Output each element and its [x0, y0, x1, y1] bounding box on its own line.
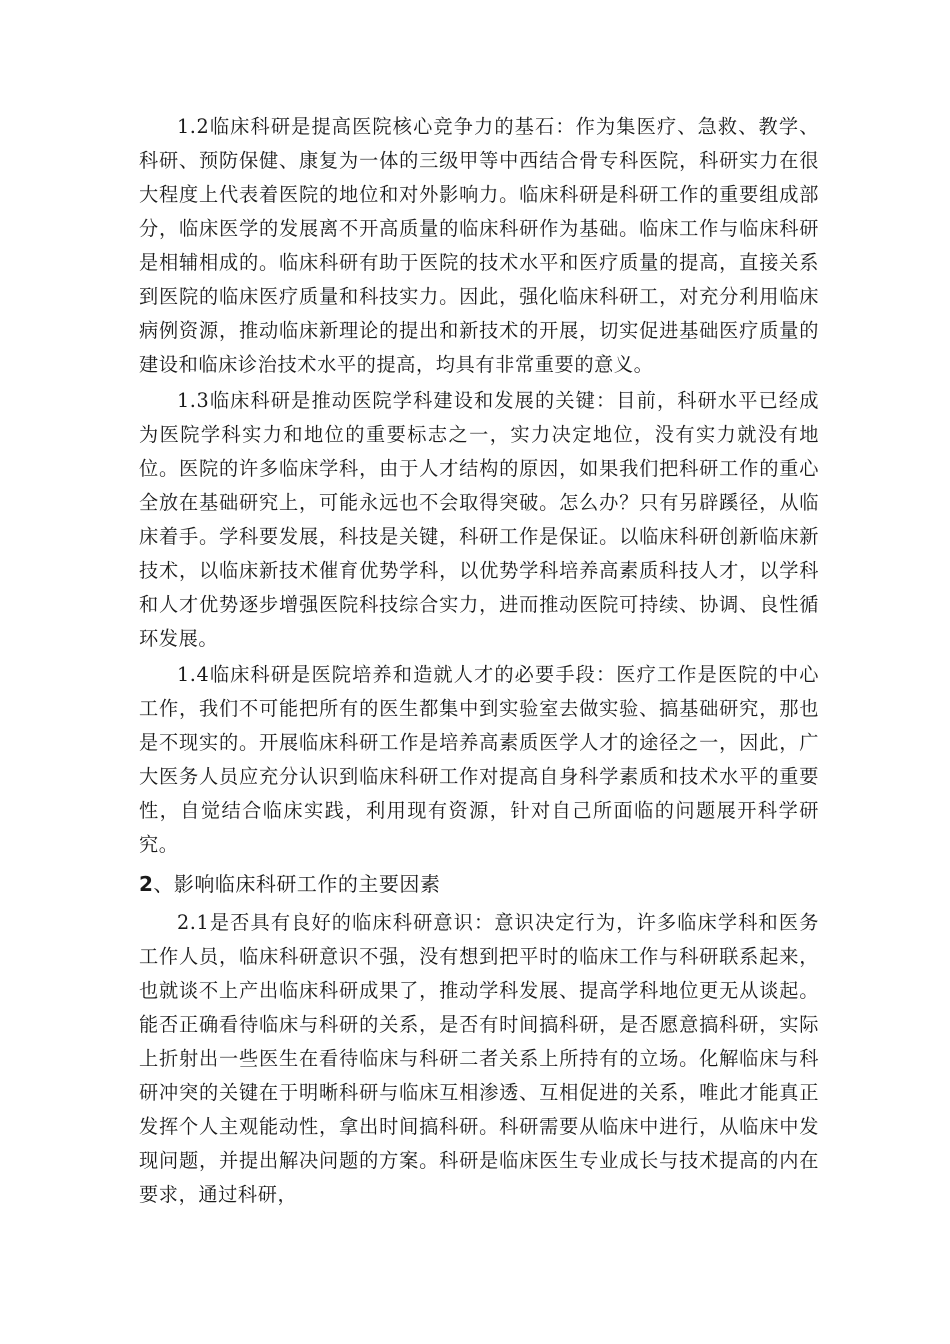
paragraph-1-2: 1.2临床科研是提高医院核心竞争力的基石：作为集医疗、急救、教学、科研、预防保健、康复为一体的三级甲等中西结合骨专科医院，科研实力在很大程度上代表着医院的地位和对外影响力。临床科研是科研工作的重要组成部分，临床医学的发展离不开高质量的临床科研作为基础。临床工作与临床科研是相辅相成的。临床科研有助于医院的技术水平和医疗质量的提高，直接关系到医院的临床医疗质量和科技实力。因此，强化临床科研工，对充分利用临床病例资源，推动临床新理论的提出和新技术的开展，切实促进基础医疗质量的建设和临床诊治技术水平的提高，均具有非常重要的意义。 [139, 115, 819, 376]
paragraph-1-4: 1.4临床科研是医院培养和造就人才的必要手段：医疗工作是医院的中心工作，我们不可能把所有的医生都集中到实验室去做实验、搞基础研究，那也是不现实的。开展临床科研工作是培养高素质医学人才的途径之一，因此，广大医务人员应充分认识到临床科研工作对提高自身科学素质和技术水平的重要性，自觉结合临床实践，利用现有资源，针对自己所面临的问题展开科学研究。 [139, 663, 819, 856]
paragraph-2-1: 2.1是否具有良好的临床科研意识：意识决定行为，许多临床学科和医务工作人员，临床科研意识不强，没有想到把平时的临床工作与科研联系起来，也就谈不上产出临床科研成果了，推动学科发展、提高学科地位更无从谈起。能否正确看待临床与科研的关系，是否有时间搞科研，是否愿意搞科研，实际上折射出一些医生在看待临床与科研二者关系上所持有的立场。化解临床与科研冲突的关键在于明晰科研与临床互相渗透、互相促进的关系，唯此才能真正发挥个人主观能动性，拿出时间搞科研。科研需要从临床中进行，从临床中发现问题，并提出解决问题的方案。科研是临床医生专业成长与技术提高的内在要求，通过科研， [139, 911, 819, 1206]
document-page [139, 110, 819, 1212]
section-number: 2 [139, 872, 154, 896]
paragraph-1-3: 1.3临床科研是推动医院学科建设和发展的关键：目前，科研水平已经成为医院学科实力和地位的重要标志之一，实力决定地位，没有实力就没有地位。医院的许多临床学科，由于人才结构的原因，如果我们把科研工作的重心全放在基础研究上，可能永远也不会取得突破。怎么办？只有另辟蹊径，从临床着手。学科要发展，科技是关键，科研工作是保证。以临床科研创新临床新技术，以临床新技术催育优势学科，以优势学科培养高素质科技人才，以学科和人才优势逐步增强医院科技综合实力，进而推动医院可持续、协调、良性循环发展。 [139, 389, 819, 650]
section-title: 、影响临床科研工作的主要因素 [153, 872, 441, 896]
section-heading [139, 862, 819, 906]
